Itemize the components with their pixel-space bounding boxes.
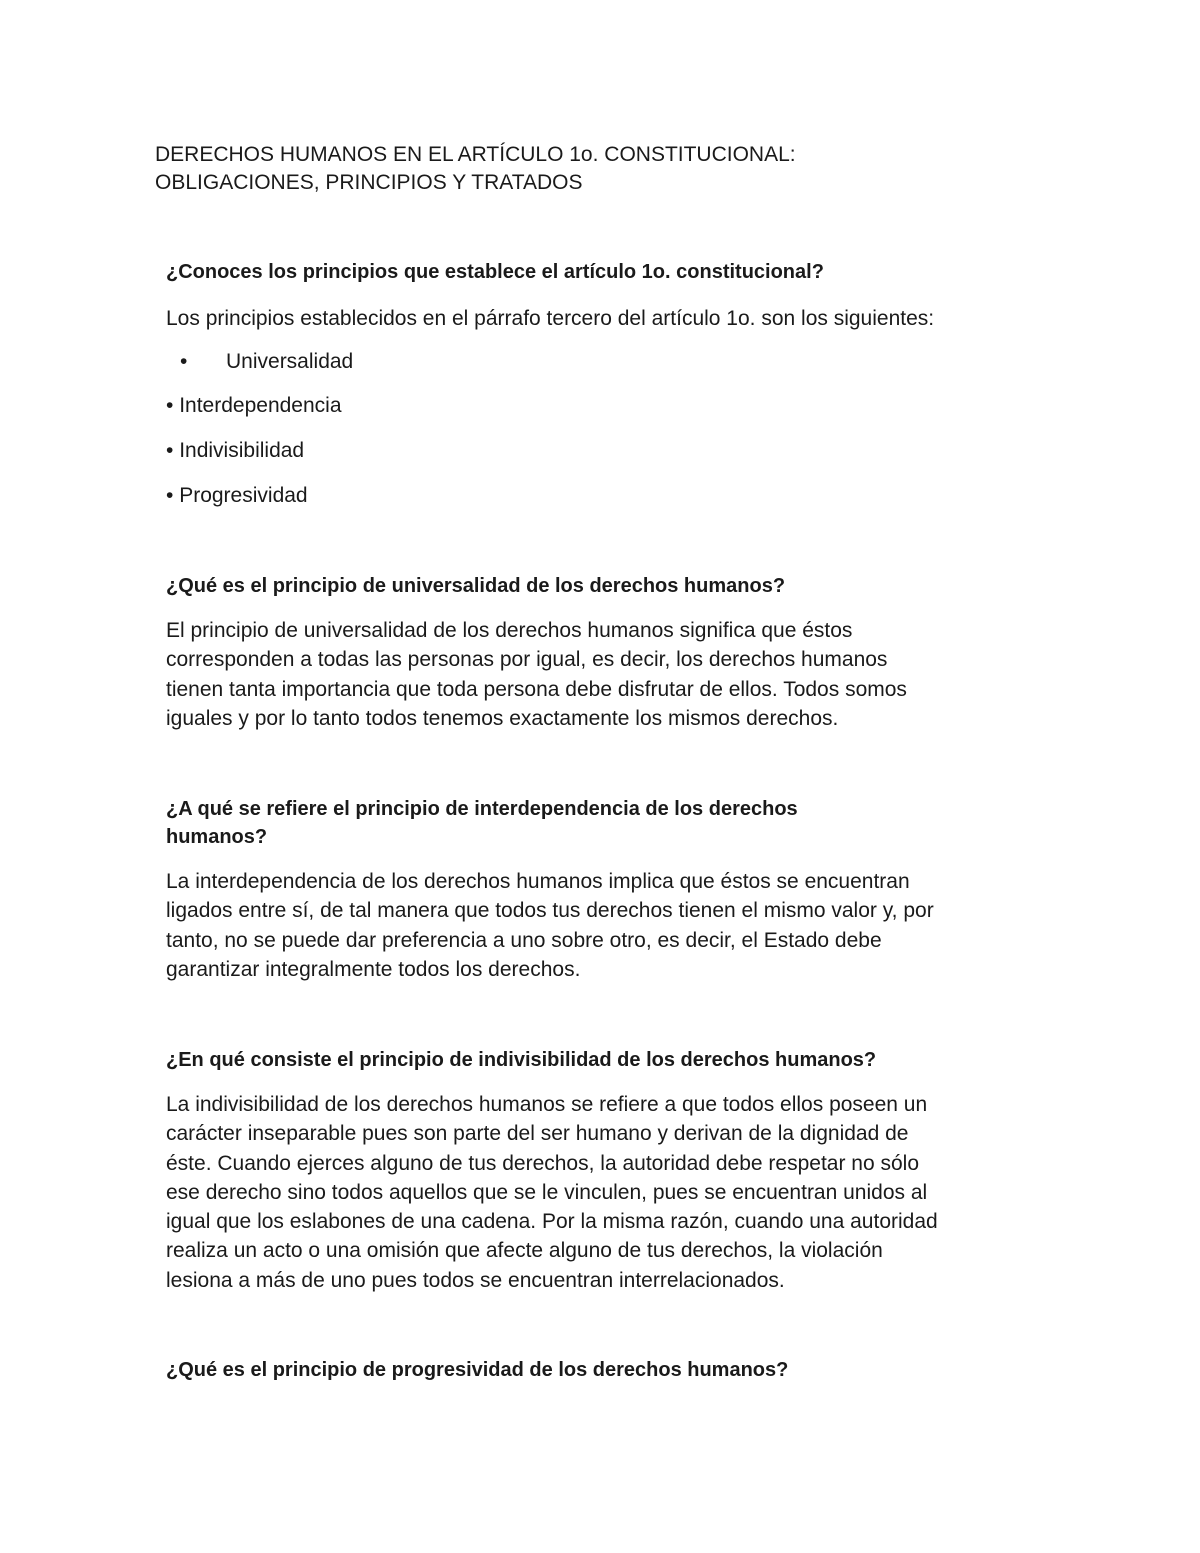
bullet-symbol: • (166, 394, 174, 417)
bullet-label: Indivisibilidad (179, 439, 305, 462)
question-line: ¿A qué se refiere el principio de interdependencia de los derechos (166, 798, 798, 820)
answer-line: carácter inseparable pues son parte del ser humano y derivan de la dignidad de (166, 1122, 909, 1146)
answer-line: corresponden a todas las personas por igual, es decir, los derechos humanos (166, 648, 888, 672)
title-line-1: DERECHOS HUMANOS EN EL ARTÍCULO 1o. CONSTITUCIONAL: (155, 143, 796, 166)
bullet-symbol: • (166, 439, 174, 462)
answer-line: realiza un acto o una omisión que afecte alguno de tus derechos, la violación (166, 1239, 883, 1263)
answer-line: ese derecho sino todos aquellos que se le vinculen, pues se encuentran unidos al (166, 1180, 928, 1204)
question-progresividad: ¿Qué es el principio de progresividad de los derechos humanos? (166, 1359, 789, 1381)
question-line: humanos? (166, 826, 268, 848)
answer-line: igual que los eslabones de una cadena. Por la misma razón, cuando una autoridad (166, 1210, 938, 1234)
bullet-label: Universalidad (226, 350, 354, 373)
bullet-label: Interdependencia (179, 394, 342, 417)
answer-line: La indivisibilidad de los derechos humanos se refiere a que todos ellos poseen un (166, 1093, 928, 1116)
answer-line: garantizar integralmente todos los derechos. (166, 957, 581, 981)
bullet-universalidad (180, 348, 353, 376)
question-principles: ¿Conoces los principios que establece el artículo 1o. constitucional? (166, 261, 824, 283)
answer-line: iguales y por lo tanto todos tenemos exactamente los mismos derechos. (166, 706, 839, 730)
bullet-symbol: • (180, 350, 188, 373)
answer-line: La interdependencia de los derechos humanos implica que éstos se encuentran (166, 870, 910, 893)
answer-line: lesiona a más de uno pues todos se encuentran interrelacionados. (166, 1268, 785, 1292)
title-line-2: OBLIGACIONES, PRINCIPIOS Y TRATADOS (155, 171, 583, 194)
answer-line: tienen tanta importancia que toda persona debe disfrutar de ellos. Todos somos (166, 677, 907, 701)
question-universalidad: ¿Qué es el principio de universalidad de los derechos humanos? (166, 575, 786, 597)
bullet-interdependencia (166, 392, 342, 420)
answer-indivisibilidad (166, 1090, 1046, 1295)
bullet-label: Progresividad (179, 484, 308, 507)
bullet-symbol: • (166, 484, 174, 507)
answer-interdependencia (166, 867, 1046, 984)
intro-principles: Los principios establecidos en el párrafo tercero del artículo 1o. son los siguientes: (166, 307, 935, 330)
question-indivisibilidad: ¿En qué consiste el principio de indivisibilidad de los derechos humanos? (166, 1049, 877, 1071)
answer-line: éste. Cuando ejerces alguno de tus derechos, la autoridad debe respetar no sólo (166, 1151, 920, 1175)
answer-line: El principio de universalidad de los derechos humanos significa que éstos (166, 619, 853, 642)
bullet-indivisibilidad (166, 437, 304, 465)
document-title (155, 141, 1055, 197)
answer-universalidad (166, 616, 1046, 733)
question-interdependencia (166, 795, 1046, 851)
answer-line: ligados entre sí, de tal manera que todos tus derechos tienen el mismo valor y, por (166, 899, 934, 923)
answer-line: tanto, no se puede dar preferencia a uno sobre otro, es decir, el Estado debe (166, 928, 882, 952)
bullet-progresividad (166, 482, 308, 510)
